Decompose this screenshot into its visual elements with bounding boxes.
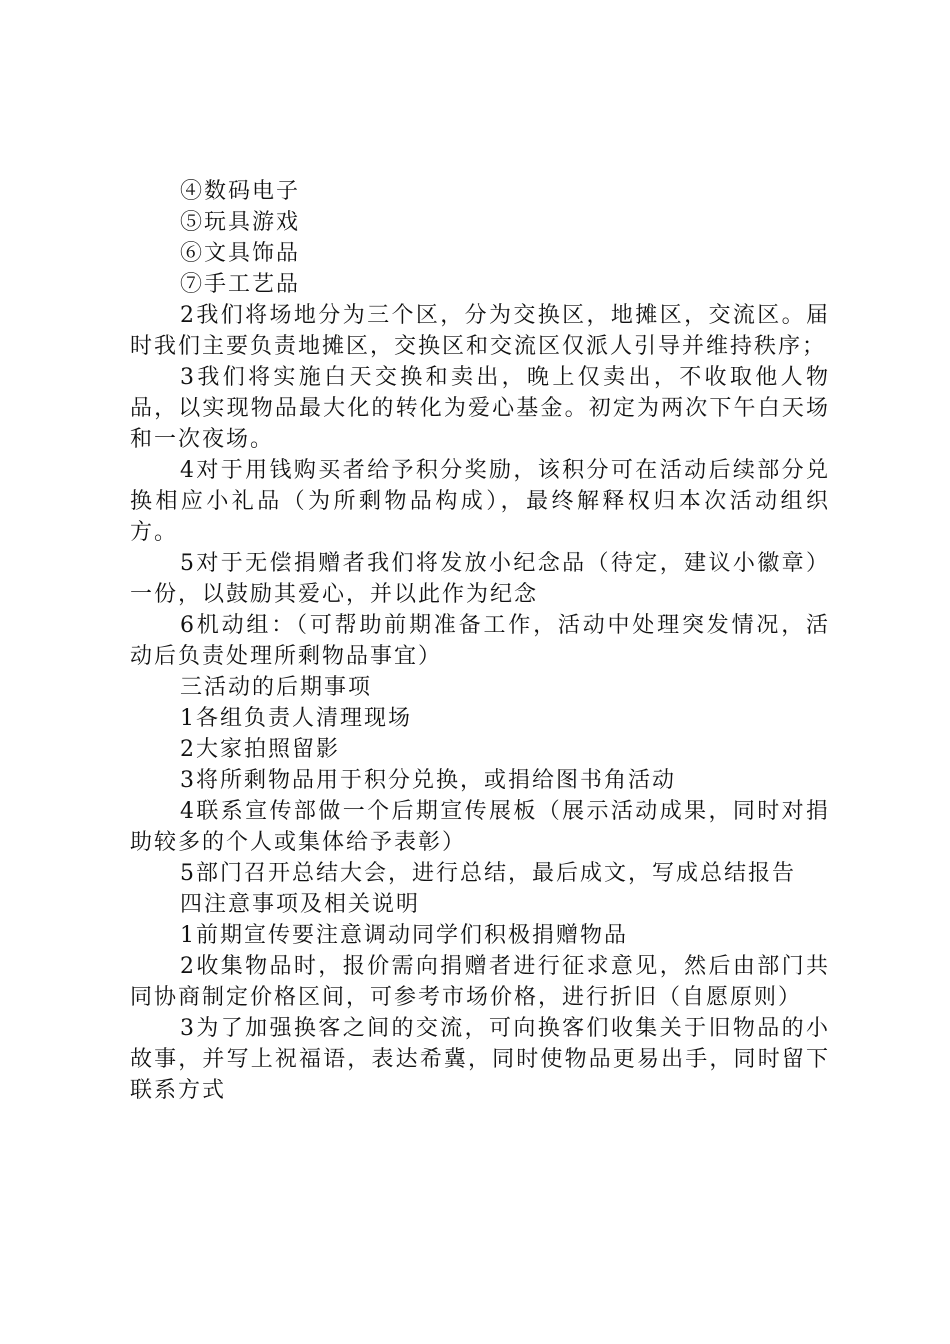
list-item-toys: ⑤玩具游戏 xyxy=(180,210,301,235)
section-heading-followup: 三活动的后期事项 xyxy=(180,675,373,700)
paragraph-pricing: 2收集物品时，报价需向捐赠者进行征求意见，然后由部门共同协商制定价格区间，可参考市场价格，进行折旧（自愿原则） xyxy=(130,954,830,1010)
paragraph-venue-zones: 2我们将场地分为三个区，分为交换区，地摊区，交流区。届时我们主要负责地摊区，交换区和交流区仅派人引导并维持秩序； xyxy=(130,303,830,359)
paragraph-mobile-team: 6机动组：（可帮助前期准备工作，活动中处理突发情况，活动后负责处理所剩物品事宜） xyxy=(130,613,830,669)
paragraph-cleanup: 1各组负责人清理现场 xyxy=(180,706,412,731)
paragraph-early-publicity: 1前期宣传要注意调动同学们积极捐赠物品 xyxy=(180,923,628,948)
paragraph-exchange-schedule: 3我们将实施白天交换和卖出，晚上仅卖出，不收取他人物品，以实现物品最大化的转化为爱心基金。初定为两次下午白天场和一次夜场。 xyxy=(130,365,830,452)
paragraph-summary-meeting: 5部门召开总结大会，进行总结，最后成文，写成总结报告 xyxy=(180,861,796,886)
paragraph-points-reward: 4对于用钱购买者给予积分奖励，该积分可在活动后续部分兑换相应小礼品（为所剩物品构成），最终解释权归本次活动组织方。 xyxy=(130,458,830,545)
paragraph-donor-souvenir: 5对于无偿捐赠者我们将发放小纪念品（待定，建议小徽章）一份，以鼓励其爱心，并以此作为纪念 xyxy=(130,551,830,607)
list-item-digital: ④数码电子 xyxy=(180,179,301,204)
section-heading-notes: 四注意事项及相关说明 xyxy=(180,892,421,917)
document-body xyxy=(130,176,830,1106)
paragraph-publicity-board: 4联系宣传部做一个后期宣传展板（展示活动成果，同时对捐助较多的个人或集体给予表彰） xyxy=(130,799,830,855)
paragraph-photo: 2大家拍照留影 xyxy=(180,737,340,762)
list-item-handicraft: ⑦手工艺品 xyxy=(180,272,301,297)
paragraph-stories: 3为了加强换客之间的交流，可向换客们收集关于旧物品的小故事，并写上祝福语，表达希冀，同时使物品更易出手，同时留下联系方式 xyxy=(130,1016,830,1103)
list-item-stationery: ⑥文具饰品 xyxy=(180,241,301,266)
paragraph-remaining-items: 3将所剩物品用于积分兑换，或捐给图书角活动 xyxy=(180,768,676,793)
